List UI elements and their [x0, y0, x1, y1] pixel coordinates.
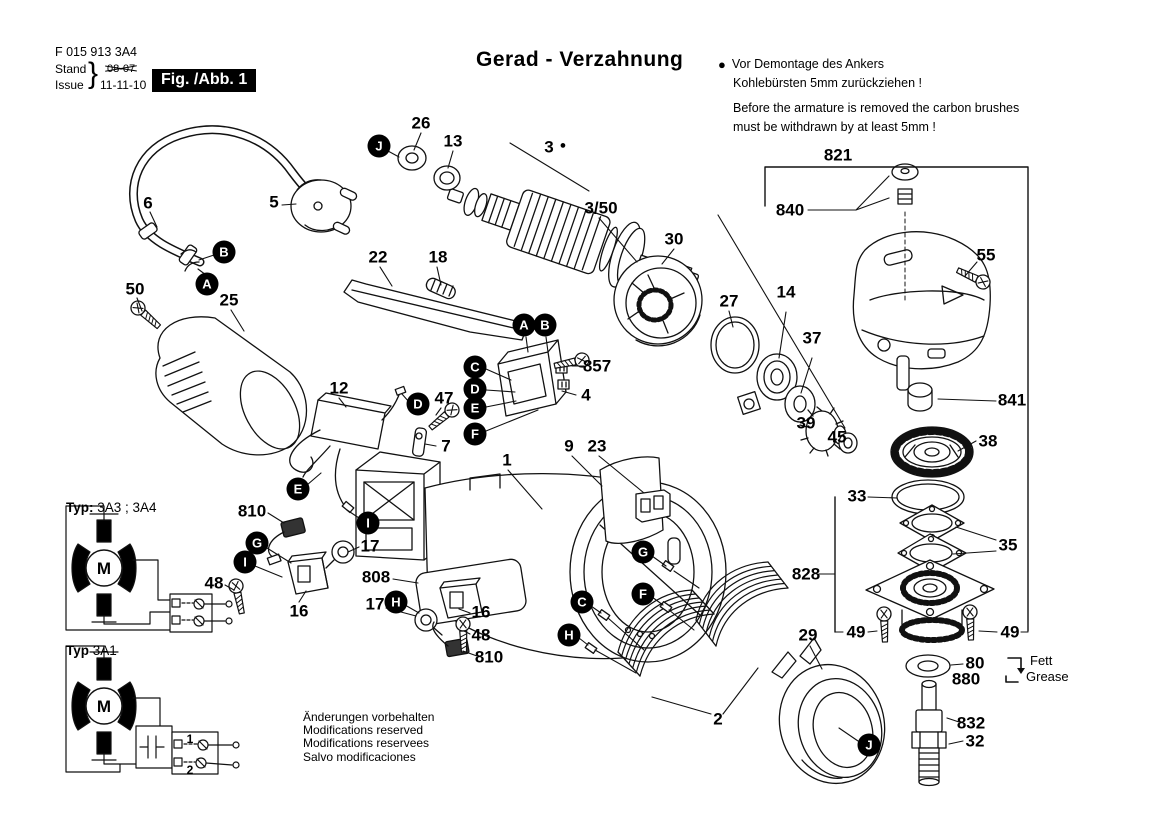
modifications-note-fr: Modifications reservees [303, 736, 430, 751]
callout-letter-C: C [464, 356, 487, 379]
part-label-●: ● [559, 139, 567, 152]
issue-label: Issue [55, 78, 84, 92]
notice-en-line2: must be withdrawn by at least 5mm ! [733, 120, 936, 134]
notice-de-line1: Vor Demontage des Ankers [731, 57, 885, 71]
superseded-date: 08-07 [107, 63, 136, 75]
callout-letter-G: G [246, 532, 269, 555]
washer-80 [906, 655, 950, 677]
part-label-810: 810 [474, 647, 504, 667]
part-label-13: 13 [443, 131, 463, 151]
part-label-3: 3 [544, 137, 554, 157]
issue-date: 11-11-10 [100, 78, 147, 92]
part-label-5: 5 [269, 192, 279, 212]
part-label-32: 32 [965, 731, 985, 751]
part-label-6: 6 [143, 193, 153, 213]
grease-label-de: Fett [1030, 653, 1053, 668]
screw-49-left [877, 607, 892, 642]
part-label-49: 49 [1000, 622, 1020, 642]
clip-7 [412, 427, 427, 456]
part-label-821: 821 [823, 145, 853, 165]
page-title: Gerad - Verzahnung [476, 48, 684, 71]
part-label-4: 4 [581, 385, 591, 405]
part-label-49: 49 [846, 622, 866, 642]
part-label-840: 840 [775, 200, 805, 220]
part-label-841: 841 [997, 390, 1027, 410]
callout-letter-I: I [234, 551, 257, 574]
callout-letter-D: D [464, 378, 487, 401]
part-label-35: 35 [998, 535, 1018, 555]
gear-housing [853, 212, 990, 390]
callout-letter-D: D [407, 393, 430, 416]
part-label-25: 25 [219, 290, 239, 310]
callout-letter-H: H [558, 624, 581, 647]
ring-27 [711, 317, 759, 373]
part-label-810: 810 [237, 501, 267, 521]
part-label-22: 22 [368, 247, 388, 267]
part-label-880: 880 [951, 669, 981, 689]
part-label-47: 47 [434, 388, 454, 408]
clamp-23 [636, 490, 670, 522]
callout-letter-J: J [368, 135, 391, 158]
part-label-38: 38 [978, 431, 998, 451]
cover-29 [765, 638, 898, 796]
part-label-808: 808 [361, 567, 391, 587]
modifications-note-de: Änderungen vorbehalten [303, 710, 435, 724]
part-label-55: 55 [976, 245, 996, 265]
part-label-27: 27 [719, 291, 739, 311]
bearing-13 [434, 166, 460, 190]
part-label-50: 50 [125, 279, 145, 299]
part-label-29: 29 [798, 625, 818, 645]
sleeve-841 [908, 383, 932, 411]
part-label-16: 16 [289, 601, 309, 621]
part-label-12: 12 [329, 378, 349, 398]
part-label-9: 9 [564, 436, 574, 456]
modifications-note [303, 711, 434, 764]
callout-letter-B: B [213, 241, 236, 264]
part-label-80: 80 [965, 653, 985, 673]
circuit-3a3-3a4 [66, 506, 232, 632]
part-label-39: 39 [796, 413, 816, 433]
screw-48-left [228, 578, 249, 615]
part-label-26: 26 [411, 113, 431, 133]
callout-letter-F: F [632, 583, 655, 606]
part-label-30: 30 [664, 229, 684, 249]
callout-letter-J: J [858, 734, 881, 757]
block-unlabeled [738, 392, 761, 415]
warning-notice [718, 55, 1019, 137]
part-label-16: 16 [471, 602, 491, 622]
stand-issue-brace: } [88, 57, 99, 90]
part-label-18: 18 [428, 247, 448, 267]
switch-block-4 [498, 340, 569, 416]
part-label-48: 48 [471, 625, 491, 645]
circuit-3a1 [66, 646, 239, 774]
callout-letter-E: E [287, 478, 310, 501]
part-label-1: 1 [502, 450, 512, 470]
part-label-17: 17 [365, 594, 385, 614]
part-label-14: 14 [776, 282, 796, 302]
cap-spring-840 [892, 164, 918, 204]
terminal-2: 2 [186, 763, 194, 777]
callout-letter-C: C [571, 591, 594, 614]
motor-letter-3a1: M [96, 697, 112, 716]
fan-guard-30 [614, 256, 702, 346]
part-label-857: 857 [582, 356, 612, 376]
callout-letter-E: E [464, 397, 487, 420]
part-label-33: 33 [847, 486, 867, 506]
callout-letter-A: A [513, 314, 536, 337]
callout-letter-G: G [632, 541, 655, 564]
notice-de-line2: Kohlebürsten 5mm zurückziehen ! [733, 76, 922, 90]
callout-letter-B: B [534, 314, 557, 337]
callout-letter-I: I [357, 512, 380, 535]
motor-letter-3a3: M [96, 559, 112, 578]
document-part-number: F 015 913 3A4 [55, 45, 138, 59]
part-label-23: 23 [587, 436, 607, 456]
part-label-832: 832 [956, 713, 986, 733]
part-label-2: 2 [713, 709, 723, 729]
part-label-17: 17 [360, 536, 380, 556]
part-label-3/50: 3/50 [584, 198, 618, 218]
housing-cap [156, 317, 312, 459]
mains-plug [291, 180, 358, 236]
part-label-45: 45 [827, 427, 847, 447]
notice-en-line1: Before the armature is removed the carbon brushes [733, 101, 1020, 115]
notice-bullet-icon: ● [718, 57, 726, 72]
grease-symbol [1006, 658, 1025, 682]
crown-gear-38 [891, 427, 973, 477]
spring-18 [424, 276, 457, 300]
terminal-1: 1 [186, 732, 194, 746]
part-label-828: 828 [791, 564, 821, 584]
stand-label: Stand [55, 62, 87, 76]
part-label-48: 48 [204, 573, 224, 593]
screw-50 [128, 298, 163, 332]
felt-ring-26 [398, 146, 426, 170]
grease-label-en: Grease [1026, 669, 1069, 684]
callout-letter-F: F [464, 423, 487, 446]
spindle-832-32 [912, 681, 946, 786]
modifications-note-en: Modifications reserved [303, 723, 424, 738]
figure-label: Fig. /Abb. 1 [152, 69, 256, 92]
callout-letter-A: A [196, 273, 219, 296]
callout-letter-H: H [385, 591, 408, 614]
part-label-7: 7 [441, 436, 451, 456]
modifications-note-es: Salvo modificaciones [303, 749, 416, 764]
typ-3a1-label: Typ 3A1 [66, 643, 117, 658]
screw-49-right [963, 605, 978, 640]
part-label-37: 37 [802, 328, 822, 348]
typ-3a3-3a4-label: Typ: 3A3 ; 3A4 [66, 500, 157, 515]
